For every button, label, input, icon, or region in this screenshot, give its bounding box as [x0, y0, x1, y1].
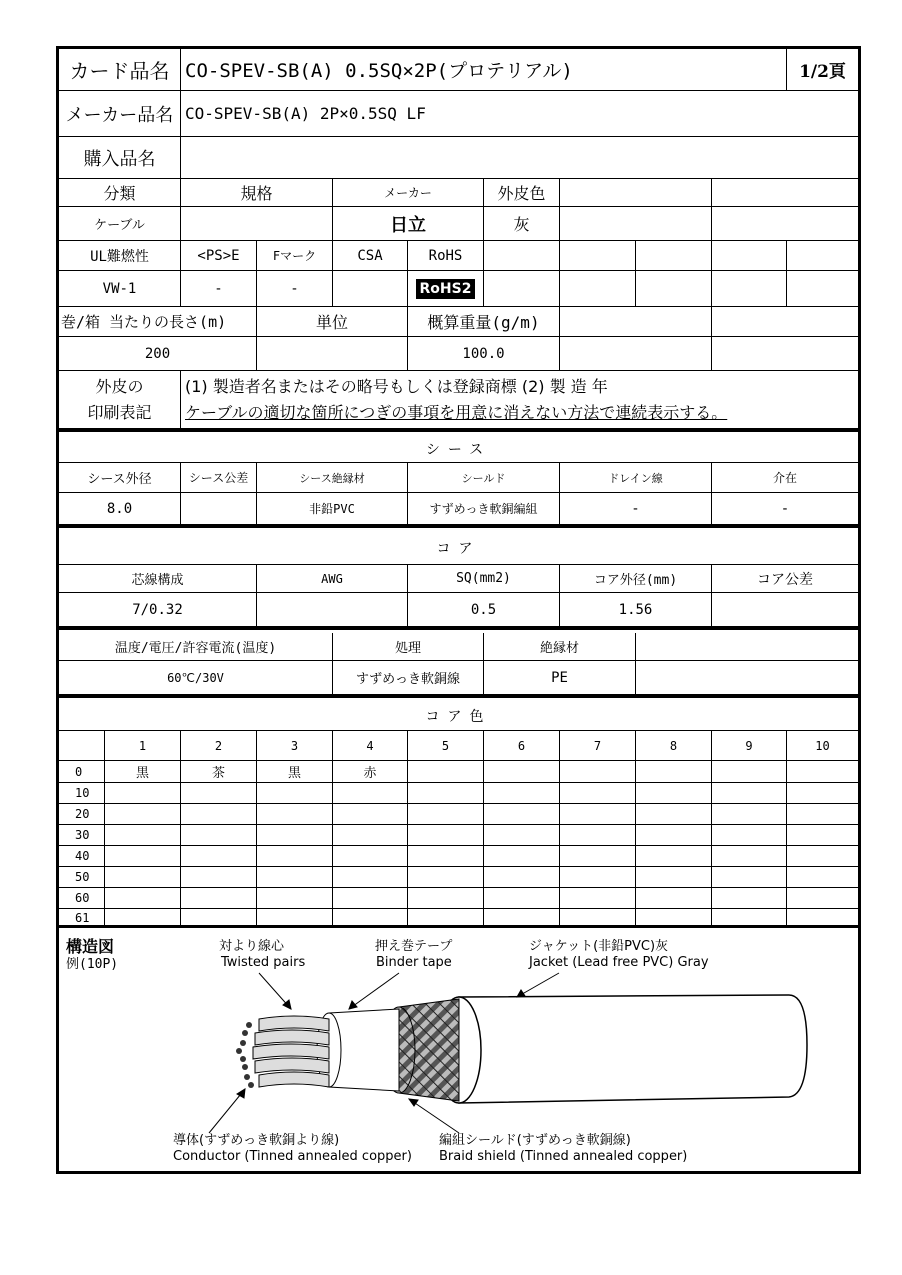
braid-shield-en: Braid shield (Tinned annealed copper): [439, 1149, 688, 1164]
binder-tape-en: Binder tape: [376, 955, 452, 970]
blank-cell: [636, 661, 858, 695]
color-cell: [712, 867, 787, 888]
temp-header: 温度/電圧/許容電流(温度): [59, 633, 333, 661]
color-cell: [636, 909, 712, 927]
color-cell: [560, 761, 636, 783]
printing-line-2: ケーブルの適切な箇所につぎの事項を用意に消えない方法で連続表示する。: [185, 402, 728, 422]
length-value: 200: [59, 337, 257, 371]
color-column-header: 8: [636, 731, 712, 761]
maker-header: メーカー: [333, 179, 484, 207]
pse-value: -: [181, 271, 257, 307]
ul-flame-header: UL難燃性: [59, 241, 181, 271]
sheath-tol-value: [181, 493, 257, 525]
filler-header: 介在: [712, 463, 858, 493]
color-cell: [105, 825, 181, 846]
blank-cell: [712, 307, 858, 337]
color-column-header: 9: [712, 731, 787, 761]
color-cell: [712, 761, 787, 783]
printing-label-1: 外皮の: [95, 376, 144, 396]
blank-cell: [560, 307, 712, 337]
color-column-header: 3: [257, 731, 333, 761]
twisted-pairs-shape: [253, 1016, 329, 1087]
color-column-header: 7: [560, 731, 636, 761]
class-value: ケーブル: [59, 207, 181, 241]
jacket-color-header: 外皮色: [484, 179, 560, 207]
color-cell: [560, 846, 636, 867]
blank-cell: [560, 207, 712, 241]
temp-value: 60℃/30V: [59, 661, 333, 695]
color-cell: [787, 783, 858, 804]
printing-line-1: (1) 製造者名またはその略号もしくは登録商標 (2) 製 造 年: [185, 376, 608, 396]
color-cell: [257, 888, 333, 909]
rohs-badge: RoHS2: [416, 279, 476, 299]
color-cell: [408, 888, 484, 909]
color-cell: [712, 846, 787, 867]
sheath-insul-value: 非鉛PVC: [257, 493, 408, 525]
color-cell: [105, 783, 181, 804]
pse-header: <PS>E: [181, 241, 257, 271]
color-cell: [257, 846, 333, 867]
sq-value: 0.5: [408, 593, 560, 627]
color-cell: [636, 867, 712, 888]
color-cell: [484, 761, 560, 783]
color-cell: [333, 909, 408, 927]
f-mark-value: -: [257, 271, 333, 307]
card-name-value: CO-SPEV-SB(A) 0.5SQ×2P(プロテリアル): [181, 49, 787, 91]
color-cell: [560, 804, 636, 825]
color-column-header: 4: [333, 731, 408, 761]
structure-example: 例(10P): [66, 957, 119, 972]
color-cell: [181, 804, 257, 825]
color-cell: [181, 888, 257, 909]
blank-cell: [636, 271, 712, 307]
sheath-od-header: シース外径: [59, 463, 181, 493]
color-cell: [484, 846, 560, 867]
blank-cell: [560, 179, 712, 207]
csa-value: [333, 271, 408, 307]
color-corner-cell: [59, 731, 105, 761]
color-cell: [636, 846, 712, 867]
printing-label: [59, 371, 181, 429]
blank-cell: [712, 179, 858, 207]
ul-flame-value: VW-1: [59, 271, 181, 307]
color-cell: [333, 846, 408, 867]
color-cell: [787, 867, 858, 888]
printing-text: [181, 371, 858, 429]
twisted-pairs-jp: 対より線心: [219, 939, 285, 954]
color-cell: [333, 804, 408, 825]
shield-header: シールド: [408, 463, 560, 493]
color-cell: [257, 804, 333, 825]
color-cell: [484, 867, 560, 888]
color-cell: [787, 846, 858, 867]
standard-header: 規格: [181, 179, 333, 207]
structure-diagram: [59, 927, 858, 1171]
color-cell: [408, 867, 484, 888]
color-cell: [257, 909, 333, 927]
color-row-label: 40: [59, 846, 105, 867]
color-cell: [712, 888, 787, 909]
sheath-od-value: 8.0: [59, 493, 181, 525]
class-header: 分類: [59, 179, 181, 207]
color-row-label: 0: [59, 761, 105, 783]
length-header: 巻/箱 当たりの長さ(m): [59, 307, 257, 337]
core-od-header: コア外径(mm): [560, 565, 712, 593]
unit-value: [257, 337, 408, 371]
spec-sheet: [56, 46, 861, 1174]
page-number: 1/2頁: [787, 49, 858, 91]
color-row-label: 30: [59, 825, 105, 846]
color-cell: [181, 846, 257, 867]
color-cell: [560, 867, 636, 888]
blank-cell: [560, 241, 636, 271]
color-cell: [408, 825, 484, 846]
color-cell: [560, 888, 636, 909]
section-divider: [59, 627, 858, 630]
conductor-jp: 導体(すずめっき軟銅より線): [173, 1133, 340, 1148]
color-cell: [181, 909, 257, 927]
color-cell: [787, 825, 858, 846]
conductor-en: Conductor (Tinned annealed copper): [173, 1149, 412, 1164]
sheath-insul-header: シース絶縁材: [257, 463, 408, 493]
color-cell: [484, 825, 560, 846]
blank-cell: [636, 241, 712, 271]
core-color-title: コア色: [59, 701, 858, 731]
color-cell: [333, 888, 408, 909]
csa-header: CSA: [333, 241, 408, 271]
color-cell: [636, 888, 712, 909]
jacket-en: Jacket (Lead free PVC) Gray: [529, 955, 709, 970]
core-structure-header: 芯線構成: [59, 565, 257, 593]
color-cell: [560, 825, 636, 846]
jacket-color-value: 灰: [484, 207, 560, 241]
color-row-label: 10: [59, 783, 105, 804]
section-divider: [59, 695, 858, 698]
rohs-cell: [408, 271, 484, 307]
color-cell: [408, 783, 484, 804]
color-cell: [408, 846, 484, 867]
section-divider: [59, 429, 858, 432]
weight-value: 100.0: [408, 337, 560, 371]
printing-label-2: 印刷表記: [87, 402, 152, 422]
color-cell: [408, 909, 484, 927]
standard-value: [181, 207, 333, 241]
weight-header: 概算重量(g/m): [408, 307, 560, 337]
core-tol-header: コア公差: [712, 565, 858, 593]
core-structure-value: 7/0.32: [59, 593, 257, 627]
color-cell: [333, 867, 408, 888]
color-cell: [105, 909, 181, 927]
color-cell: [712, 804, 787, 825]
color-row-label: 60: [59, 888, 105, 909]
sheath-title: シース: [59, 435, 858, 463]
insulation-header: 絶縁材: [484, 633, 636, 661]
color-cell: [787, 761, 858, 783]
color-cell: [712, 783, 787, 804]
drain-value: -: [560, 493, 712, 525]
color-cell: [636, 761, 712, 783]
structure-title: 構造図: [66, 937, 115, 956]
maker-value: 日立: [333, 207, 484, 241]
color-cell: 赤: [333, 761, 408, 783]
purchase-name-label: 購入品名: [59, 137, 181, 179]
blank-cell: [712, 337, 858, 371]
color-cell: [636, 825, 712, 846]
awg-value: [257, 593, 408, 627]
color-cell: [787, 909, 858, 927]
color-cell: [484, 804, 560, 825]
section-divider: [59, 525, 858, 528]
color-cell: [257, 825, 333, 846]
color-column-header: 10: [787, 731, 858, 761]
blank-cell: [560, 271, 636, 307]
color-cell: 黒: [105, 761, 181, 783]
sheath-tol-header: シース公差: [181, 463, 257, 493]
color-cell: [712, 825, 787, 846]
color-cell: [560, 783, 636, 804]
blank-cell: [484, 241, 560, 271]
core-title: コア: [59, 531, 858, 565]
color-cell: [181, 783, 257, 804]
blank-cell: [787, 271, 858, 307]
color-column-header: 6: [484, 731, 560, 761]
color-cell: [636, 783, 712, 804]
color-column-header: 2: [181, 731, 257, 761]
blank-cell: [560, 337, 712, 371]
color-cell: [105, 867, 181, 888]
color-cell: [181, 867, 257, 888]
color-cell: 茶: [181, 761, 257, 783]
color-cell: [105, 846, 181, 867]
color-column-header: 5: [408, 731, 484, 761]
core-tol-value: [712, 593, 858, 627]
color-cell: [484, 888, 560, 909]
blank-cell: [636, 633, 858, 661]
cable-drawing: [59, 927, 858, 1171]
rohs-header: RoHS: [408, 241, 484, 271]
blank-cell: [712, 241, 787, 271]
color-cell: [333, 783, 408, 804]
color-cell: [636, 804, 712, 825]
drain-header: ドレイン線: [560, 463, 712, 493]
color-row-label: 61: [59, 909, 105, 927]
maker-name-value: CO-SPEV-SB(A) 2P×0.5SQ LF: [181, 91, 858, 137]
card-name-label: カード品名: [59, 49, 181, 91]
blank-cell: [787, 241, 858, 271]
color-cell: [257, 867, 333, 888]
blank-cell: [712, 207, 858, 241]
color-row-label: 50: [59, 867, 105, 888]
twisted-pairs-en: Twisted pairs: [221, 955, 306, 970]
color-cell: [408, 761, 484, 783]
color-cell: [257, 783, 333, 804]
color-cell: [560, 909, 636, 927]
color-cell: [181, 825, 257, 846]
color-column-header: 1: [105, 731, 181, 761]
treatment-header: 処理: [333, 633, 484, 661]
color-cell: [408, 804, 484, 825]
color-cell: [787, 804, 858, 825]
color-cell: [333, 825, 408, 846]
binder-tape-jp: 押え巻テープ: [375, 939, 453, 954]
color-cell: [787, 888, 858, 909]
filler-value: -: [712, 493, 858, 525]
color-row-label: 20: [59, 804, 105, 825]
jacket-shape: [437, 995, 807, 1103]
color-cell: [105, 888, 181, 909]
awg-header: AWG: [257, 565, 408, 593]
color-cell: 黒: [257, 761, 333, 783]
sq-header: SQ(mm2): [408, 565, 560, 593]
color-cell: [105, 804, 181, 825]
insulation-value: PE: [484, 661, 636, 695]
shield-value: すずめっき軟銅編組: [408, 493, 560, 525]
f-mark-header: Fマーク: [257, 241, 333, 271]
blank-cell: [484, 271, 560, 307]
treatment-value: すずめっき軟銅線: [333, 661, 484, 695]
core-od-value: 1.56: [560, 593, 712, 627]
color-cell: [484, 909, 560, 927]
purchase-name-value: [181, 137, 858, 179]
maker-name-label: メーカー品名: [59, 91, 181, 137]
unit-header: 単位: [257, 307, 408, 337]
conductor-ends-shape: [236, 1022, 254, 1088]
color-cell: [484, 783, 560, 804]
color-cell: [712, 909, 787, 927]
braid-shield-jp: 編組シールド(すずめっき軟銅線): [439, 1133, 631, 1148]
blank-cell: [712, 271, 787, 307]
jacket-jp: ジャケット(非鉛PVC)灰: [529, 939, 669, 954]
